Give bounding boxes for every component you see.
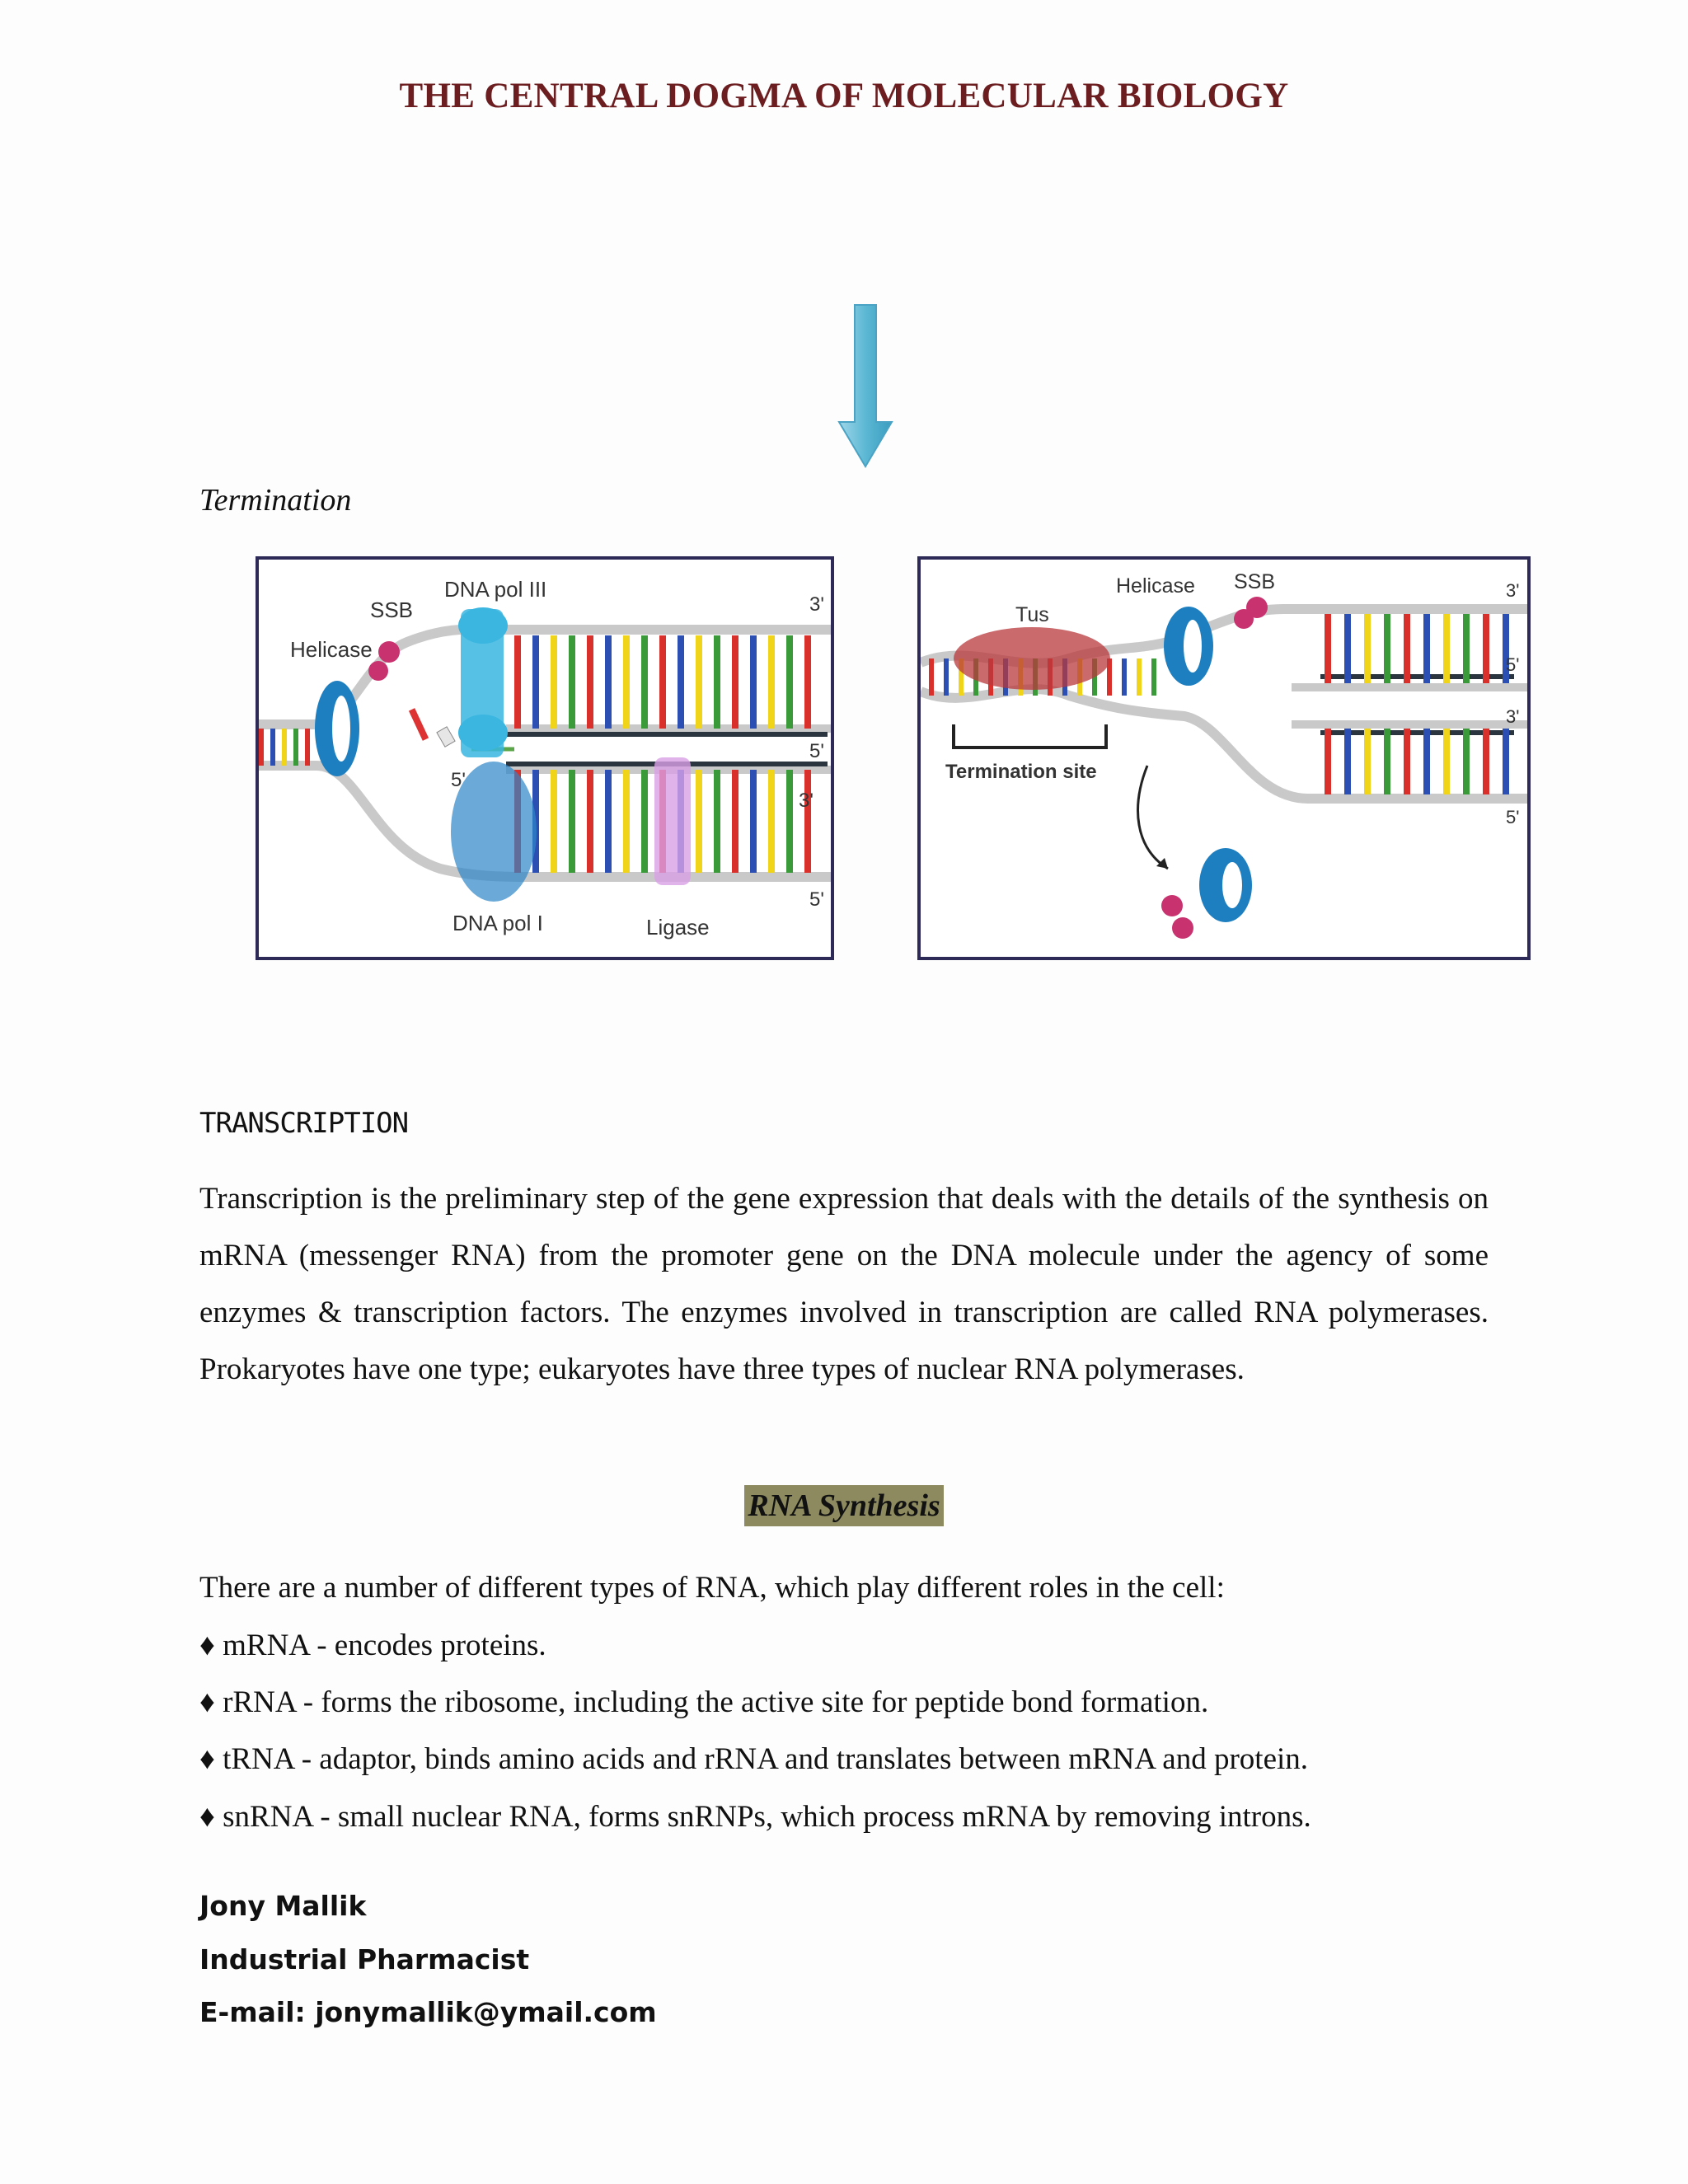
base-pair-bar [1364,729,1371,794]
transcription-paragraph: Transcription is the preliminary step of the gene expression that deals with the details of the synthesis on mRNA (messenger RNA) from the promoter gene on the DNA molecule under the agency of some enzymes & transcription factors. The enzymes involved in transcription are called RNA polymerases. Prokaryotes have one type; eukaryotes have three types of nuclear RNA polymerases. [199,1182,1489,1386]
label-3prime: 3' [1506,706,1520,727]
base-pair-bar [804,635,811,729]
base-pair-bar [551,770,557,873]
base-pair-bar [1463,729,1470,794]
base-pair-bar [1364,614,1371,683]
base-pair-bar [569,635,575,729]
base-pair-bar [750,770,757,873]
base-pair-bar [641,635,648,729]
base-pair-bar [1423,614,1430,683]
label-5prime: 5' [1506,654,1520,675]
base-pair-bar [1404,729,1410,794]
base-pair-bar [1325,614,1331,683]
label-helicase: Helicase [290,637,373,662]
released-ssb-shape [1161,895,1183,916]
list-item: ♦ rRNA - forms the ribosome, including the active site for peptide bond formation. [199,1685,1209,1719]
base-pair-bar [1325,729,1331,794]
base-pair-bar [1344,614,1351,683]
base-pair-bar [944,658,949,696]
base-pair-bar [659,635,666,729]
label-helicase: Helicase [1116,574,1195,598]
base-pair-bar [1423,729,1430,794]
base-pair-bar [768,635,775,729]
base-pair-bar [587,635,593,729]
base-pair-bar [1344,729,1351,794]
base-pair-bar [1483,614,1489,683]
base-pair-bar [750,635,757,729]
base-pair-bar [1404,614,1410,683]
transcription-heading: TRANSCRIPTION [199,1107,409,1140]
base-pair-bar [587,770,593,873]
base-pair-bar [1384,614,1390,683]
label-3prime: 3' [799,790,814,812]
label-5prime: 5' [1506,807,1520,827]
base-pair-bar [804,770,811,873]
base-pair-bar [1443,729,1450,794]
label-5prime: 5' [451,769,466,791]
label-tus: Tus [1015,603,1049,626]
base-pair-bar [305,729,310,766]
base-pair-bar [1137,658,1142,696]
base-pair-bar [605,635,612,729]
base-pair-bar [514,635,521,729]
base-pair-bar [1483,729,1489,794]
base-pair-bar [551,635,557,729]
base-pair-bar [696,635,702,729]
rna-types-intro: There are a number of different types of RNA, which play different roles in the cell: [199,1571,1225,1605]
label-ssb: SSB [370,598,414,622]
label-5prime: 5' [809,888,824,911]
author-title: Industrial Pharmacist [199,1943,530,1975]
base-pair-bar [714,635,720,729]
list-item: ♦ tRNA - adaptor, binds amino acids and rRNA and translates between mRNA and protein. [199,1742,1309,1776]
dna-replication-diagram [256,556,834,960]
base-pair-bar [270,729,275,766]
base-pair-bar [714,770,720,873]
base-pair-bar [1122,658,1127,696]
list-item: ♦ mRNA - encodes proteins. [199,1629,546,1662]
tus-shape [954,627,1110,690]
ligase-shape [654,757,691,885]
base-pair-bar [623,770,630,873]
base-pair-bar [259,729,264,766]
rna-synthesis-heading: RNA Synthesis [744,1485,943,1526]
label-dna-pol-iii: DNA pol III [444,577,547,602]
base-pair-bar [786,770,793,873]
list-item: ♦ snRNA - small nuclear RNA, forms snRNPs, which process mRNA by removing introns. [199,1800,1311,1834]
author-name: Jony Mallik [199,1890,367,1922]
rna-synthesis-heading-wrap [0,1485,1688,1526]
base-pair-bar [1463,614,1470,683]
label-3prime: 3' [809,593,824,616]
base-pair-bar [768,770,775,873]
replication-termination-diagram [917,556,1531,960]
base-pair-bar [786,635,793,729]
label-ssb: SSB [1234,570,1276,593]
label-5prime: 5' [809,740,824,762]
base-pair-bar [532,635,539,729]
section-label-termination: Termination [199,483,352,518]
base-pair-bar [282,729,287,766]
base-pair-bar [929,658,934,696]
base-pair-bar [623,635,630,729]
base-pair-bar [293,729,298,766]
label-termination-site: Termination site [945,761,1097,783]
base-pair-bar [641,770,648,873]
document-title: THE CENTRAL DOGMA OF MOLECULAR BIOLOGY [399,77,1289,115]
base-pair-bar [678,635,684,729]
author-email: E-mail: jonymallik@ymail.com [199,1996,657,2028]
label-ligase: Ligase [646,915,710,940]
base-pair-bar [696,770,702,873]
label-dna-pol-i: DNA pol I [452,911,543,935]
base-pair-bar [1443,614,1450,683]
base-pair-bar [732,770,738,873]
base-pair-bar [1151,658,1156,696]
label-3prime: 3' [1506,580,1520,601]
base-pair-bar [1503,729,1509,794]
down-arrow-icon [836,298,895,473]
base-pair-bar [569,770,575,873]
ssb-shape [378,641,400,663]
base-pair-bar [605,770,612,873]
base-pair-bar [1384,729,1390,794]
base-pair-bar [732,635,738,729]
